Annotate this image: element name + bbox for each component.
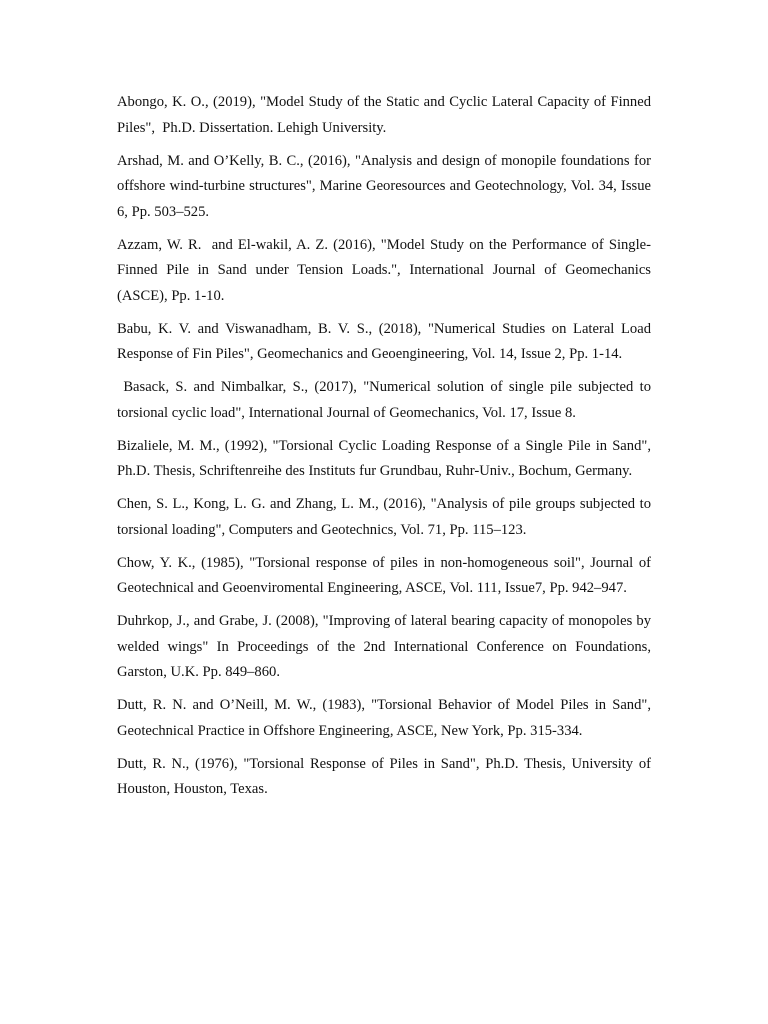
reference-entry: Chen, S. L., Kong, L. G. and Zhang, L. M., (2016), "Analysis of pile groups subjected to torsional loading", Computers and Geotechnics, Vol. 71, Pp. 115–123. bbox=[117, 496, 655, 538]
reference-entry: Bizaliele, M. M., (1992), "Torsional Cyclic Loading Response of a Single Pile in Sand", Ph.D. Thesis, Schriftenreihe des Instituts fur Grundbau, Ruhr-Univ., Bochum, Germany. bbox=[117, 437, 655, 479]
reference-entry: Abongo, K. O., (2019), "Model Study of the Static and Cyclic Lateral Capacity of Finned Piles", Ph.D. Dissertation. Lehigh University. bbox=[117, 94, 655, 136]
reference-entry: Duhrkop, J., and Grabe, J. (2008), "Improving of lateral bearing capacity of monopoles by welded wings" In Proceedings of the 2nd International Conference on Foundations, Garston, U.K. Pp. 849–860. bbox=[117, 613, 655, 680]
reference-entry: Basack, S. and Nimbalkar, S., (2017), "Numerical solution of single pile subjected to torsional cyclic load", International Journal of Geomechanics, Vol. 17, Issue 8. bbox=[117, 379, 655, 421]
reference-list bbox=[117, 90, 655, 810]
reference-entry: Dutt, R. N., (1976), "Torsional Response of Piles in Sand", Ph.D. Thesis, University of Houston, Houston, Texas. bbox=[117, 755, 655, 797]
reference-entry: Arshad, M. and O’Kelly, B. C., (2016), "Analysis and design of monopile foundations for offshore wind-turbine structures", Marine Georesources and Geotechnology, Vol. 34, Issue 6, Pp. 503–525. bbox=[117, 152, 655, 220]
reference-entry: Dutt, R. N. and O’Neill, M. W., (1983), "Torsional Behavior of Model Piles in Sand", Geotechnical Practice in Offshore Engineering, ASCE, New York, Pp. 315-334. bbox=[117, 697, 655, 739]
reference-entry: Babu, K. V. and Viswanadham, B. V. S., (2018), "Numerical Studies on Lateral Load Response of Fin Piles", Geomechanics and Geoengineering, Vol. 14, Issue 2, Pp. 1-14. bbox=[117, 320, 655, 362]
reference-entry: Azzam, W. R. and El-wakil, A. Z. (2016), "Model Study on the Performance of Single-Finned Pile in Sand under Tension Loads.", International Journal of Geomechanics (ASCE), Pp. 1-10. bbox=[117, 236, 655, 304]
reference-entry: Chow, Y. K., (1985), "Torsional response of piles in non-homogeneous soil", Journal of Geotechnical and Geoenviromental Engineering, ASCE, Vol. 111, Issue7, Pp. 942–947. bbox=[117, 554, 655, 596]
